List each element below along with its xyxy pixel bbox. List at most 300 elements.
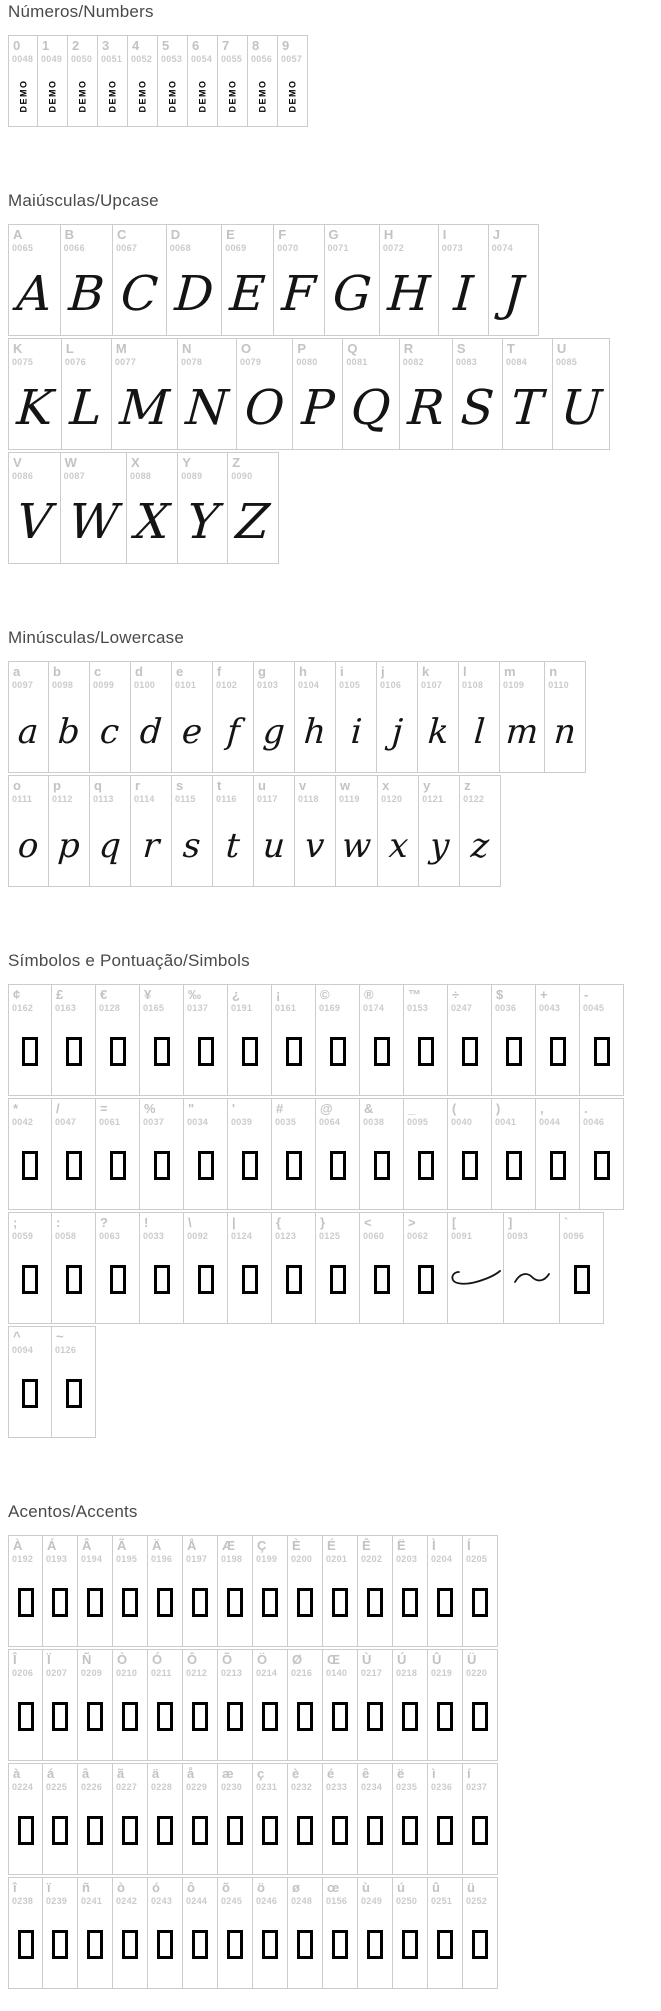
script-glyph: m — [504, 712, 540, 752]
glyph-cell-0058 — [52, 1212, 96, 1324]
cell-char-label: È — [292, 1538, 301, 1553]
glyph-cell-0043 — [536, 984, 580, 1096]
cell-code-label: 0063 — [99, 1231, 121, 1241]
glyph-cell-0057 — [278, 35, 308, 127]
script-glyph: J — [501, 266, 525, 322]
glyph-cell-0078 — [178, 338, 237, 450]
glyph-area — [272, 1128, 315, 1209]
cell-char-label: ì — [432, 1766, 436, 1781]
cell-code-label: 0199 — [256, 1554, 278, 1564]
glyph-cell-0046 — [580, 1098, 624, 1210]
cell-char-label: l — [463, 664, 467, 679]
glyph-cell-0048 — [8, 35, 38, 127]
cell-code-label: 0206 — [12, 1668, 34, 1678]
cell-char-label: r — [135, 778, 141, 793]
missing-glyph-box — [286, 1265, 302, 1294]
cell-char-label: 3 — [102, 38, 110, 53]
glyph-area — [295, 805, 335, 886]
missing-glyph-box — [332, 1702, 348, 1731]
glyph-area — [183, 1793, 217, 1874]
missing-glyph-box — [437, 1930, 453, 1959]
cell-char-label: Ñ — [82, 1652, 92, 1667]
glyph-area — [49, 805, 89, 886]
cell-code-label: 0094 — [12, 1345, 34, 1355]
glyph-area — [140, 1014, 183, 1095]
glyph-cell-0090 — [228, 452, 278, 564]
cell-code-label: 0161 — [275, 1003, 297, 1013]
glyph-area — [419, 805, 459, 886]
cell-char-label: À — [13, 1538, 23, 1553]
glyph-area — [9, 368, 61, 449]
cell-code-label: 0216 — [291, 1668, 313, 1678]
cell-code-label: 0122 — [463, 794, 485, 804]
cell-code-label: 0228 — [151, 1782, 173, 1792]
script-glyph: w — [340, 826, 373, 866]
glyph-cell-0214 — [253, 1649, 288, 1761]
glyph-area — [9, 1014, 51, 1095]
cell-code-label: 0113 — [93, 794, 114, 804]
script-glyph: s — [181, 826, 203, 866]
glyph-row — [8, 338, 661, 450]
script-glyph: F — [280, 266, 318, 322]
cell-char-label: ' — [232, 1101, 236, 1116]
cell-char-label: ¥ — [144, 987, 152, 1002]
missing-glyph-box — [506, 1037, 522, 1066]
glyph-cell-0074 — [489, 224, 539, 336]
cell-code-label: 0140 — [326, 1668, 348, 1678]
cell-code-label: 0246 — [256, 1896, 278, 1906]
cell-code-label: 0231 — [256, 1782, 278, 1792]
cell-char-label: ) — [496, 1101, 501, 1116]
script-glyph: t — [224, 826, 242, 866]
cell-char-label: 2 — [72, 38, 80, 53]
demo-glyph: DEMO — [107, 79, 118, 112]
glyph-row — [8, 1098, 661, 1210]
cell-code-label: 0056 — [251, 54, 273, 64]
cell-code-label: 0077 — [114, 357, 137, 367]
cell-char-label: M — [115, 341, 127, 356]
cell-char-label: û — [432, 1880, 440, 1895]
missing-glyph-box — [262, 1816, 278, 1845]
demo-glyph: DEMO — [167, 79, 178, 112]
glyph-area — [78, 1679, 112, 1760]
glyph-area — [148, 1565, 182, 1646]
missing-glyph-box — [192, 1816, 208, 1845]
script-glyph: c — [99, 712, 121, 752]
cell-code-label: 0198 — [221, 1554, 243, 1564]
glyph-area — [113, 1679, 147, 1760]
glyph-cell-0245 — [218, 1877, 253, 1989]
glyph-area — [400, 368, 452, 449]
cell-char-label: ó — [152, 1880, 160, 1895]
glyph-area — [336, 805, 377, 886]
glyph-cell-0220 — [463, 1649, 498, 1761]
cell-char-label: Ä — [152, 1538, 162, 1553]
glyph-cell-0248 — [288, 1877, 323, 1989]
glyph-cell-0073 — [439, 224, 489, 336]
missing-glyph-box — [418, 1151, 434, 1180]
cell-char-label: " — [188, 1101, 195, 1116]
glyph-cell-0197 — [183, 1535, 218, 1647]
script-glyph: d — [138, 712, 164, 752]
cell-char-label: è — [292, 1766, 300, 1781]
glyph-row — [8, 1877, 661, 1989]
missing-glyph-box — [462, 1037, 478, 1066]
glyph-area — [178, 482, 227, 563]
glyph-cell-0071 — [325, 224, 380, 336]
glyph-cell-0053 — [158, 35, 188, 127]
cell-code-label: 0121 — [422, 794, 444, 804]
glyph-cell-0193 — [43, 1535, 78, 1647]
glyph-area — [463, 1793, 497, 1874]
glyph-area — [288, 1679, 322, 1760]
cell-char-label: e — [176, 664, 184, 679]
cell-char-label: P — [297, 341, 307, 356]
cell-char-label: ñ — [82, 1880, 90, 1895]
glyph-cell-0077 — [112, 338, 178, 450]
cell-code-label: 0050 — [71, 54, 93, 64]
cell-char-label: ú — [397, 1880, 405, 1895]
glyph-area — [360, 1128, 403, 1209]
cell-char-label: Ü — [467, 1652, 477, 1667]
glyph-table-uppercase — [8, 224, 661, 564]
cell-char-label: ‰ — [188, 987, 201, 1002]
cell-code-label: 0100 — [134, 680, 156, 690]
glyph-cell-0042 — [8, 1098, 52, 1210]
glyph-area — [148, 1679, 182, 1760]
glyph-cell-0067 — [113, 224, 167, 336]
missing-glyph-box — [286, 1151, 302, 1180]
missing-glyph-box — [418, 1037, 434, 1066]
cell-code-label: 0252 — [466, 1896, 488, 1906]
glyph-cell-0037 — [140, 1098, 184, 1210]
glyph-area — [184, 1242, 227, 1323]
glyph-cell-0234 — [358, 1763, 393, 1875]
cell-code-label: 0247 — [451, 1003, 473, 1013]
script-glyph: a — [16, 712, 41, 752]
cell-char-label: U — [556, 341, 567, 356]
cell-code-label: 0092 — [187, 1231, 209, 1241]
cell-code-label: 0061 — [99, 1117, 121, 1127]
cell-char-label: { — [276, 1215, 282, 1230]
script-glyph: b — [56, 712, 82, 752]
cell-char-label: Ú — [397, 1652, 407, 1667]
glyph-cell-0217 — [358, 1649, 393, 1761]
glyph-area — [228, 1242, 271, 1323]
glyph-cell-0191 — [228, 984, 272, 1096]
glyph-area — [113, 1907, 147, 1988]
cell-char-label: ¢ — [13, 987, 21, 1002]
glyph-cell-0107 — [418, 661, 459, 773]
missing-glyph-box — [437, 1702, 453, 1731]
cell-char-label: o — [13, 778, 21, 793]
glyph-area — [439, 254, 488, 335]
missing-glyph-box — [506, 1151, 522, 1180]
cell-char-label: ë — [397, 1766, 405, 1781]
cell-code-label: 0070 — [277, 243, 299, 253]
cell-char-label: p — [53, 778, 61, 793]
cell-code-label: 0195 — [116, 1554, 138, 1564]
glyph-table-symbols — [8, 984, 661, 1438]
glyph-area — [378, 805, 418, 886]
cell-code-label: 0229 — [186, 1782, 208, 1792]
glyph-area — [172, 805, 212, 886]
glyph-area — [316, 1128, 359, 1209]
missing-glyph-box — [110, 1265, 126, 1294]
cell-code-label: 0237 — [466, 1782, 488, 1792]
missing-glyph-box — [367, 1816, 383, 1845]
glyph-area — [158, 65, 187, 126]
glyph-cell-0076 — [62, 338, 112, 450]
cell-code-label: 0099 — [93, 680, 115, 690]
cell-code-label: 0238 — [12, 1896, 34, 1906]
missing-glyph-box — [472, 1588, 488, 1617]
glyph-area — [9, 691, 48, 772]
cell-char-label: / — [56, 1101, 60, 1116]
missing-glyph-box — [110, 1037, 126, 1066]
cell-char-label: 4 — [132, 38, 140, 53]
missing-glyph-box — [66, 1037, 82, 1066]
glyph-cell-0096 — [560, 1212, 604, 1324]
script-glyph: x — [387, 826, 410, 866]
cell-code-label: 0251 — [431, 1896, 453, 1906]
cell-code-label: 0192 — [12, 1554, 34, 1564]
glyph-area — [463, 1679, 497, 1760]
glyph-area — [183, 1907, 217, 1988]
cell-code-label: 0097 — [12, 680, 34, 690]
glyph-cell-0162 — [8, 984, 52, 1096]
glyph-cell-0061 — [96, 1098, 140, 1210]
cell-code-label: 0058 — [55, 1231, 77, 1241]
script-glyph: g — [261, 712, 287, 752]
glyph-cell-0242 — [113, 1877, 148, 1989]
cell-code-label: 0249 — [361, 1896, 383, 1906]
glyph-cell-0094 — [8, 1326, 52, 1438]
missing-glyph-box — [157, 1702, 173, 1731]
cell-char-label: & — [364, 1101, 374, 1116]
missing-glyph-box — [242, 1265, 258, 1294]
glyph-area — [448, 1242, 503, 1323]
glyph-area — [316, 1242, 359, 1323]
glyph-area — [460, 805, 500, 886]
missing-glyph-box — [550, 1037, 566, 1066]
script-glyph: n — [552, 712, 578, 752]
missing-glyph-box — [332, 1930, 348, 1959]
cell-code-label: 0045 — [583, 1003, 605, 1013]
cell-char-label: , — [540, 1101, 544, 1116]
glyph-cell-0064 — [316, 1098, 360, 1210]
glyph-cell-0059 — [8, 1212, 52, 1324]
glyph-cell-0232 — [288, 1763, 323, 1875]
cell-code-label: 0108 — [462, 680, 484, 690]
cell-code-label: 0078 — [181, 357, 203, 367]
script-glyph: Z — [234, 494, 272, 550]
cell-char-label: ~ — [56, 1329, 64, 1344]
cell-code-label: 0124 — [231, 1231, 253, 1241]
script-glyph: C — [118, 266, 160, 322]
cell-code-label: 0041 — [495, 1117, 517, 1127]
cell-code-label: 0083 — [455, 357, 478, 367]
missing-glyph-box — [437, 1816, 453, 1845]
glyph-area — [9, 254, 60, 335]
script-glyph: T — [509, 380, 546, 436]
cell-char-label: ? — [100, 1215, 108, 1230]
glyph-cell-0200 — [288, 1535, 323, 1647]
glyph-cell-0044 — [536, 1098, 580, 1210]
missing-glyph-box — [192, 1702, 208, 1731]
cell-code-label: 0038 — [363, 1117, 385, 1127]
cell-char-label: z — [464, 778, 471, 793]
glyph-area — [545, 691, 585, 772]
cell-code-label: 0067 — [115, 243, 138, 253]
cell-char-label: X — [131, 455, 140, 470]
glyph-cell-0106 — [377, 661, 418, 773]
missing-glyph-box — [66, 1379, 82, 1408]
glyph-area — [183, 1679, 217, 1760]
cell-char-label: : — [56, 1215, 61, 1230]
glyph-area — [580, 1128, 623, 1209]
cell-code-label: 0126 — [55, 1345, 77, 1355]
cell-code-label: 0048 — [12, 54, 34, 64]
cell-char-label: J — [492, 227, 500, 242]
cell-code-label: 0202 — [361, 1554, 383, 1564]
missing-glyph-box — [297, 1588, 313, 1617]
glyph-area — [188, 65, 217, 126]
glyph-cell-0244 — [183, 1877, 218, 1989]
script-glyph: u — [261, 826, 287, 866]
cell-char-label: \ — [188, 1215, 192, 1230]
demo-glyph: DEMO — [197, 79, 208, 112]
script-glyph: y — [428, 826, 451, 866]
glyph-cell-0206 — [8, 1649, 43, 1761]
glyph-area — [323, 1679, 357, 1760]
cell-code-label: 0169 — [319, 1003, 341, 1013]
glyph-cell-0226 — [78, 1763, 113, 1875]
glyph-area — [343, 368, 398, 449]
cell-code-label: 0109 — [503, 680, 525, 690]
script-glyph: h — [302, 712, 328, 752]
glyph-area — [237, 368, 292, 449]
cell-char-label: õ — [222, 1880, 230, 1895]
missing-glyph-box — [18, 1588, 34, 1617]
glyph-cell-0210 — [113, 1649, 148, 1761]
cell-char-label: S — [456, 341, 466, 356]
cell-char-label: | — [232, 1215, 236, 1230]
cell-char-label: ê — [362, 1766, 370, 1781]
cell-char-label: a — [13, 664, 21, 679]
glyph-area — [325, 254, 379, 335]
glyph-area — [288, 1565, 322, 1646]
cell-code-label: 0242 — [116, 1896, 138, 1906]
missing-glyph-box — [110, 1151, 126, 1180]
glyph-cell-0041 — [492, 1098, 536, 1210]
missing-glyph-box — [66, 1265, 82, 1294]
glyph-area — [358, 1793, 392, 1874]
glyph-row — [8, 1649, 661, 1761]
cell-char-label: © — [320, 987, 330, 1002]
glyph-cell-0236 — [428, 1763, 463, 1875]
glyph-area — [172, 691, 212, 772]
missing-glyph-box — [227, 1930, 243, 1959]
cell-code-label: 0194 — [81, 1554, 103, 1564]
script-glyph: U — [558, 380, 604, 436]
cell-code-label: 0118 — [298, 794, 319, 804]
glyph-cell-0116 — [213, 775, 254, 887]
glyph-cell-0056 — [248, 35, 278, 127]
glyph-cell-0227 — [113, 1763, 148, 1875]
glyph-area — [178, 368, 236, 449]
glyph-cell-0066 — [61, 224, 113, 336]
glyph-area — [218, 1793, 252, 1874]
missing-glyph-box — [227, 1816, 243, 1845]
section-numbers — [8, 2, 661, 127]
missing-glyph-box — [198, 1151, 214, 1180]
glyph-area — [272, 1014, 315, 1095]
cell-char-label: ç — [257, 1766, 265, 1781]
glyph-area — [90, 805, 130, 886]
missing-glyph-box — [22, 1265, 38, 1294]
missing-glyph-box — [227, 1702, 243, 1731]
glyph-cell-0128 — [96, 984, 140, 1096]
glyph-cell-0070 — [274, 224, 324, 336]
cell-char-label: æ — [222, 1766, 234, 1781]
glyph-area — [68, 65, 97, 126]
glyph-cell-0033 — [140, 1212, 184, 1324]
cell-char-label: ä — [152, 1766, 160, 1781]
script-glyph: N — [184, 380, 230, 436]
glyph-area — [295, 691, 335, 772]
missing-glyph-box — [87, 1702, 103, 1731]
glyph-area — [228, 1128, 271, 1209]
glyph-cell-0108 — [459, 661, 500, 773]
glyph-cell-0036 — [492, 984, 536, 1096]
cell-code-label: 0079 — [240, 357, 262, 367]
glyph-cell-0101 — [172, 661, 213, 773]
glyph-cell-0100 — [131, 661, 172, 773]
glyph-row — [8, 1326, 661, 1438]
cell-char-label: ® — [364, 987, 374, 1002]
glyph-cell-0054 — [188, 35, 218, 127]
glyph-cell-0156 — [323, 1877, 358, 1989]
glyph-area — [288, 1793, 322, 1874]
cell-char-label: } — [320, 1215, 326, 1230]
cell-char-label: 9 — [282, 38, 290, 53]
cell-code-label: 0232 — [291, 1782, 313, 1792]
cell-char-label: Î — [13, 1652, 17, 1667]
cell-char-label: E — [226, 227, 235, 242]
glyph-area — [52, 1356, 95, 1437]
glyph-cell-0204 — [428, 1535, 463, 1647]
glyph-table-numbers — [8, 35, 661, 127]
glyph-area — [9, 1907, 42, 1988]
cell-code-label: 0234 — [361, 1782, 383, 1792]
glyph-area — [9, 1128, 51, 1209]
cell-code-label: 0085 — [555, 357, 578, 367]
missing-glyph-box — [367, 1702, 383, 1731]
script-glyph: j — [390, 712, 404, 752]
cell-char-label: @ — [320, 1101, 333, 1116]
glyph-area — [580, 1014, 623, 1095]
glyph-cell-0103 — [254, 661, 295, 773]
cell-code-label: 0226 — [81, 1782, 103, 1792]
cell-char-label: ` — [564, 1215, 569, 1230]
glyph-cell-0199 — [253, 1535, 288, 1647]
missing-glyph-box — [262, 1588, 278, 1617]
glyph-area — [288, 1907, 322, 1988]
cell-char-label: 1 — [42, 38, 50, 53]
script-glyph: Q — [349, 380, 393, 436]
glyph-cell-0099 — [90, 661, 131, 773]
